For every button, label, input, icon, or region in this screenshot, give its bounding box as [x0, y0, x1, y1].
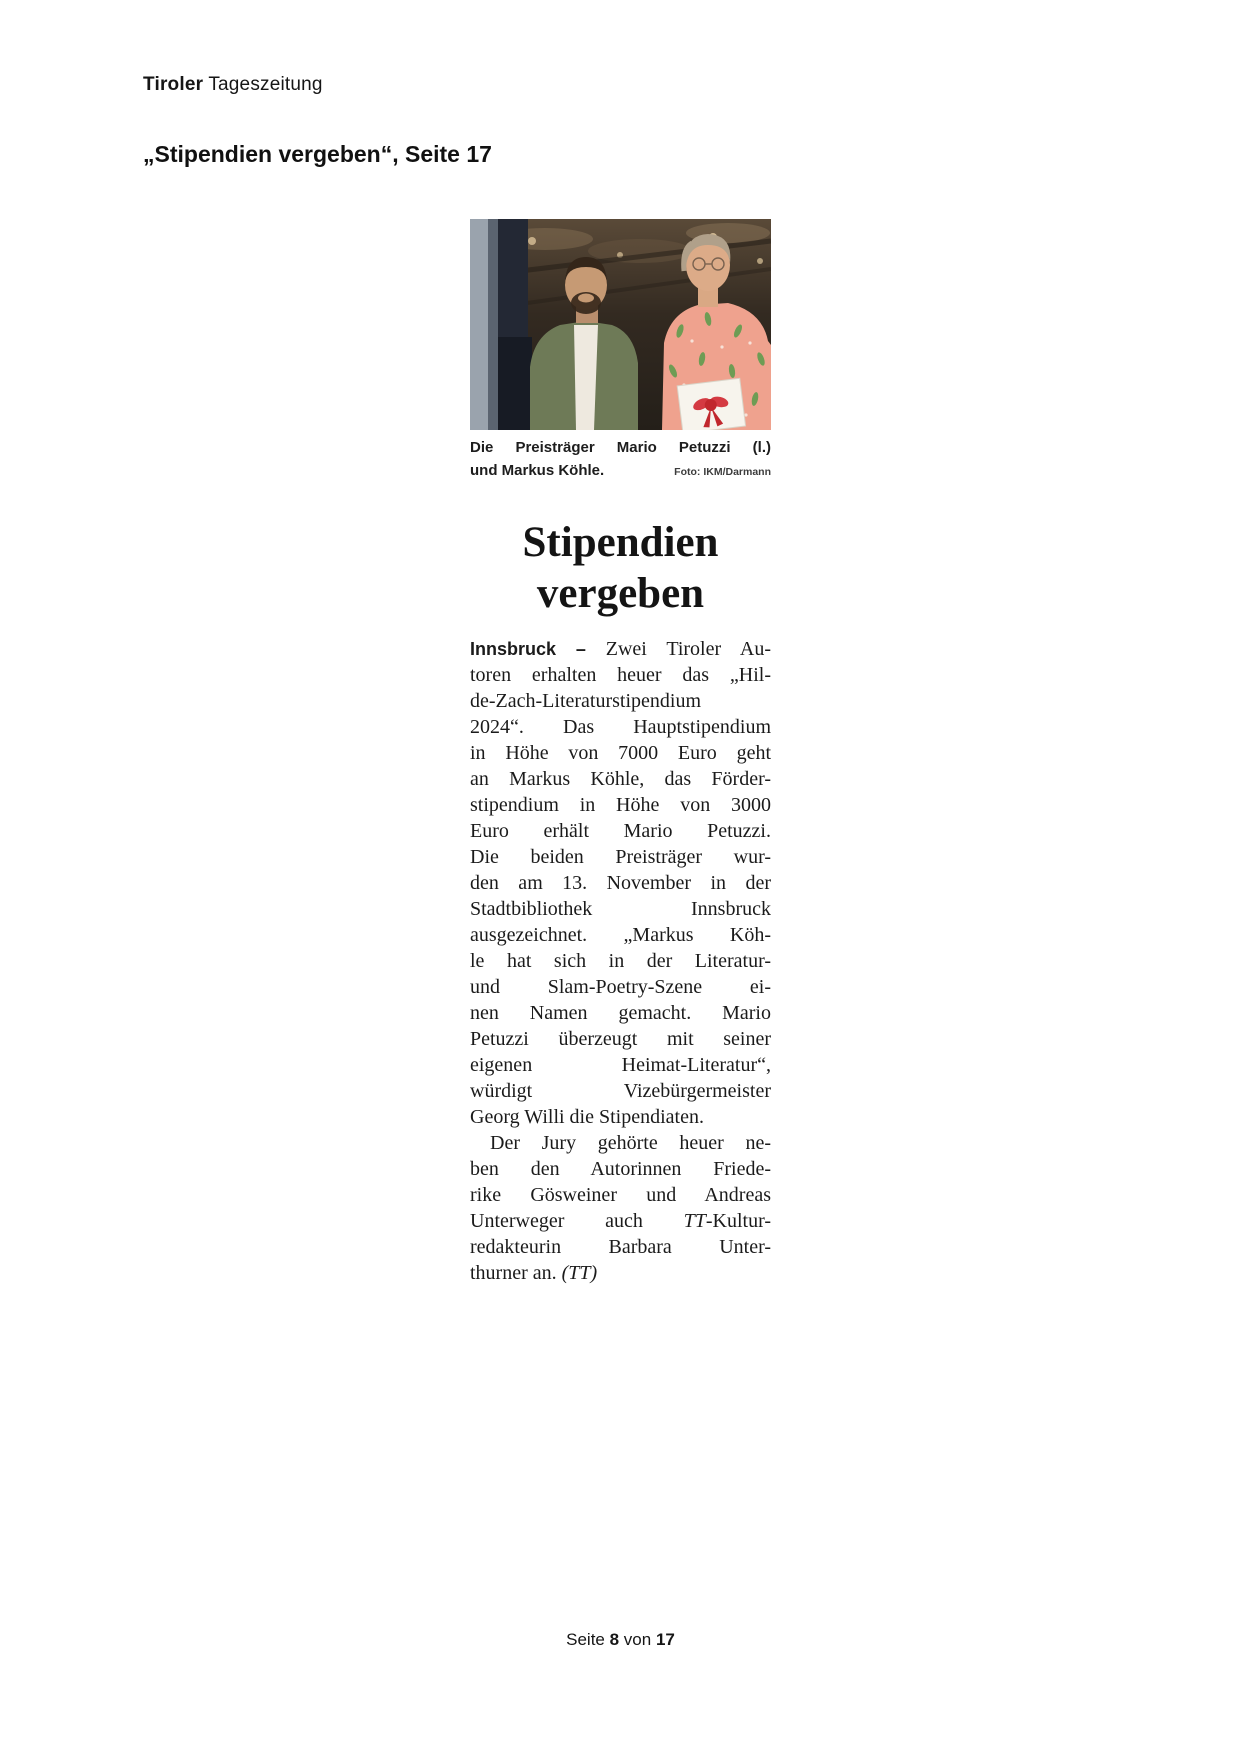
article-body-line: Der Jury gehörte heuer ne-	[490, 1132, 771, 1154]
article-body-line: nen Namen gemacht. Mario	[470, 1002, 771, 1024]
article-paragraph	[470, 636, 771, 1130]
article-body-line: Petuzzi überzeugt mit seiner	[470, 1028, 771, 1050]
article-body-line: 2024“. Das Hauptstipendium	[470, 716, 771, 738]
article-body-line: ben den Autorinnen Friede-	[470, 1158, 771, 1180]
article-body	[470, 636, 771, 1286]
article-body-line: stipendium in Höhe von 3000	[470, 794, 771, 816]
article-body-line: le hat sich in der Literatur-	[470, 950, 771, 972]
article-body-line: Innsbruck – Zwei Tiroler Au-	[470, 638, 771, 660]
article-headline-line-2: vergeben	[536, 570, 705, 617]
clip-title: „Stipendien vergeben“, Seite 17	[143, 141, 492, 167]
article-body-line: Die beiden Preisträger wur-	[470, 846, 771, 868]
photo-caption-line-2: und Markus Köhle.	[470, 462, 605, 479]
article-body-line: Euro erhält Mario Petuzzi.	[470, 820, 771, 842]
article-body-line: Stadtbibliothek Innsbruck	[470, 898, 771, 920]
article-body-line: Unterweger auch TT-Kultur-	[470, 1210, 771, 1232]
article-body-line: rike Gösweiner und Andreas	[470, 1184, 771, 1206]
masthead-brand: Tiroler	[143, 74, 204, 95]
article-body-line: toren erhalten heuer das „Hil-	[470, 664, 771, 686]
article-body-line: eigenen Heimat-Literatur“,	[470, 1054, 771, 1076]
article-headline	[470, 517, 771, 619]
footer-separator: von	[619, 1630, 656, 1649]
photo-caption-line-1: Die Preisträger Mario Petuzzi (l.)	[470, 439, 771, 456]
article-body-line: würdigt Vizebürgermeister	[470, 1080, 771, 1102]
article-headline-line-1: Stipendien	[522, 519, 719, 566]
photo-credit: Foto: IKM/Darmann	[674, 466, 771, 478]
article-body-line: den am 13. November in der	[470, 872, 771, 894]
article-body-line: redakteurin Barbara Unter-	[470, 1236, 771, 1258]
footer-prefix: Seite	[566, 1630, 610, 1649]
article-paragraph	[470, 1130, 771, 1286]
footer-total-pages: 17	[655, 1630, 675, 1649]
article-body-line: und Slam-Poetry-Szene ei-	[470, 976, 771, 998]
article-body-line: an Markus Köhle, das Förder-	[470, 768, 771, 790]
article-photo-illustration	[470, 219, 771, 430]
article-photo	[470, 219, 771, 430]
page-footer	[0, 1630, 1241, 1650]
footer-current-page: 8	[609, 1630, 620, 1649]
masthead-suffix: Tageszeitung	[203, 74, 323, 95]
masthead	[143, 74, 323, 96]
article-body-line: ausgezeichnet. „Markus Köh-	[470, 924, 771, 946]
article-body-line: Georg Willi die Stipendiaten.	[470, 1106, 704, 1128]
article-body-line: de-Zach-Literaturstipendium	[470, 690, 702, 712]
photo-caption	[470, 436, 771, 484]
article-body-line: in Höhe von 7000 Euro geht	[470, 742, 771, 764]
article-body-line: thurner an. (TT)	[470, 1262, 598, 1284]
